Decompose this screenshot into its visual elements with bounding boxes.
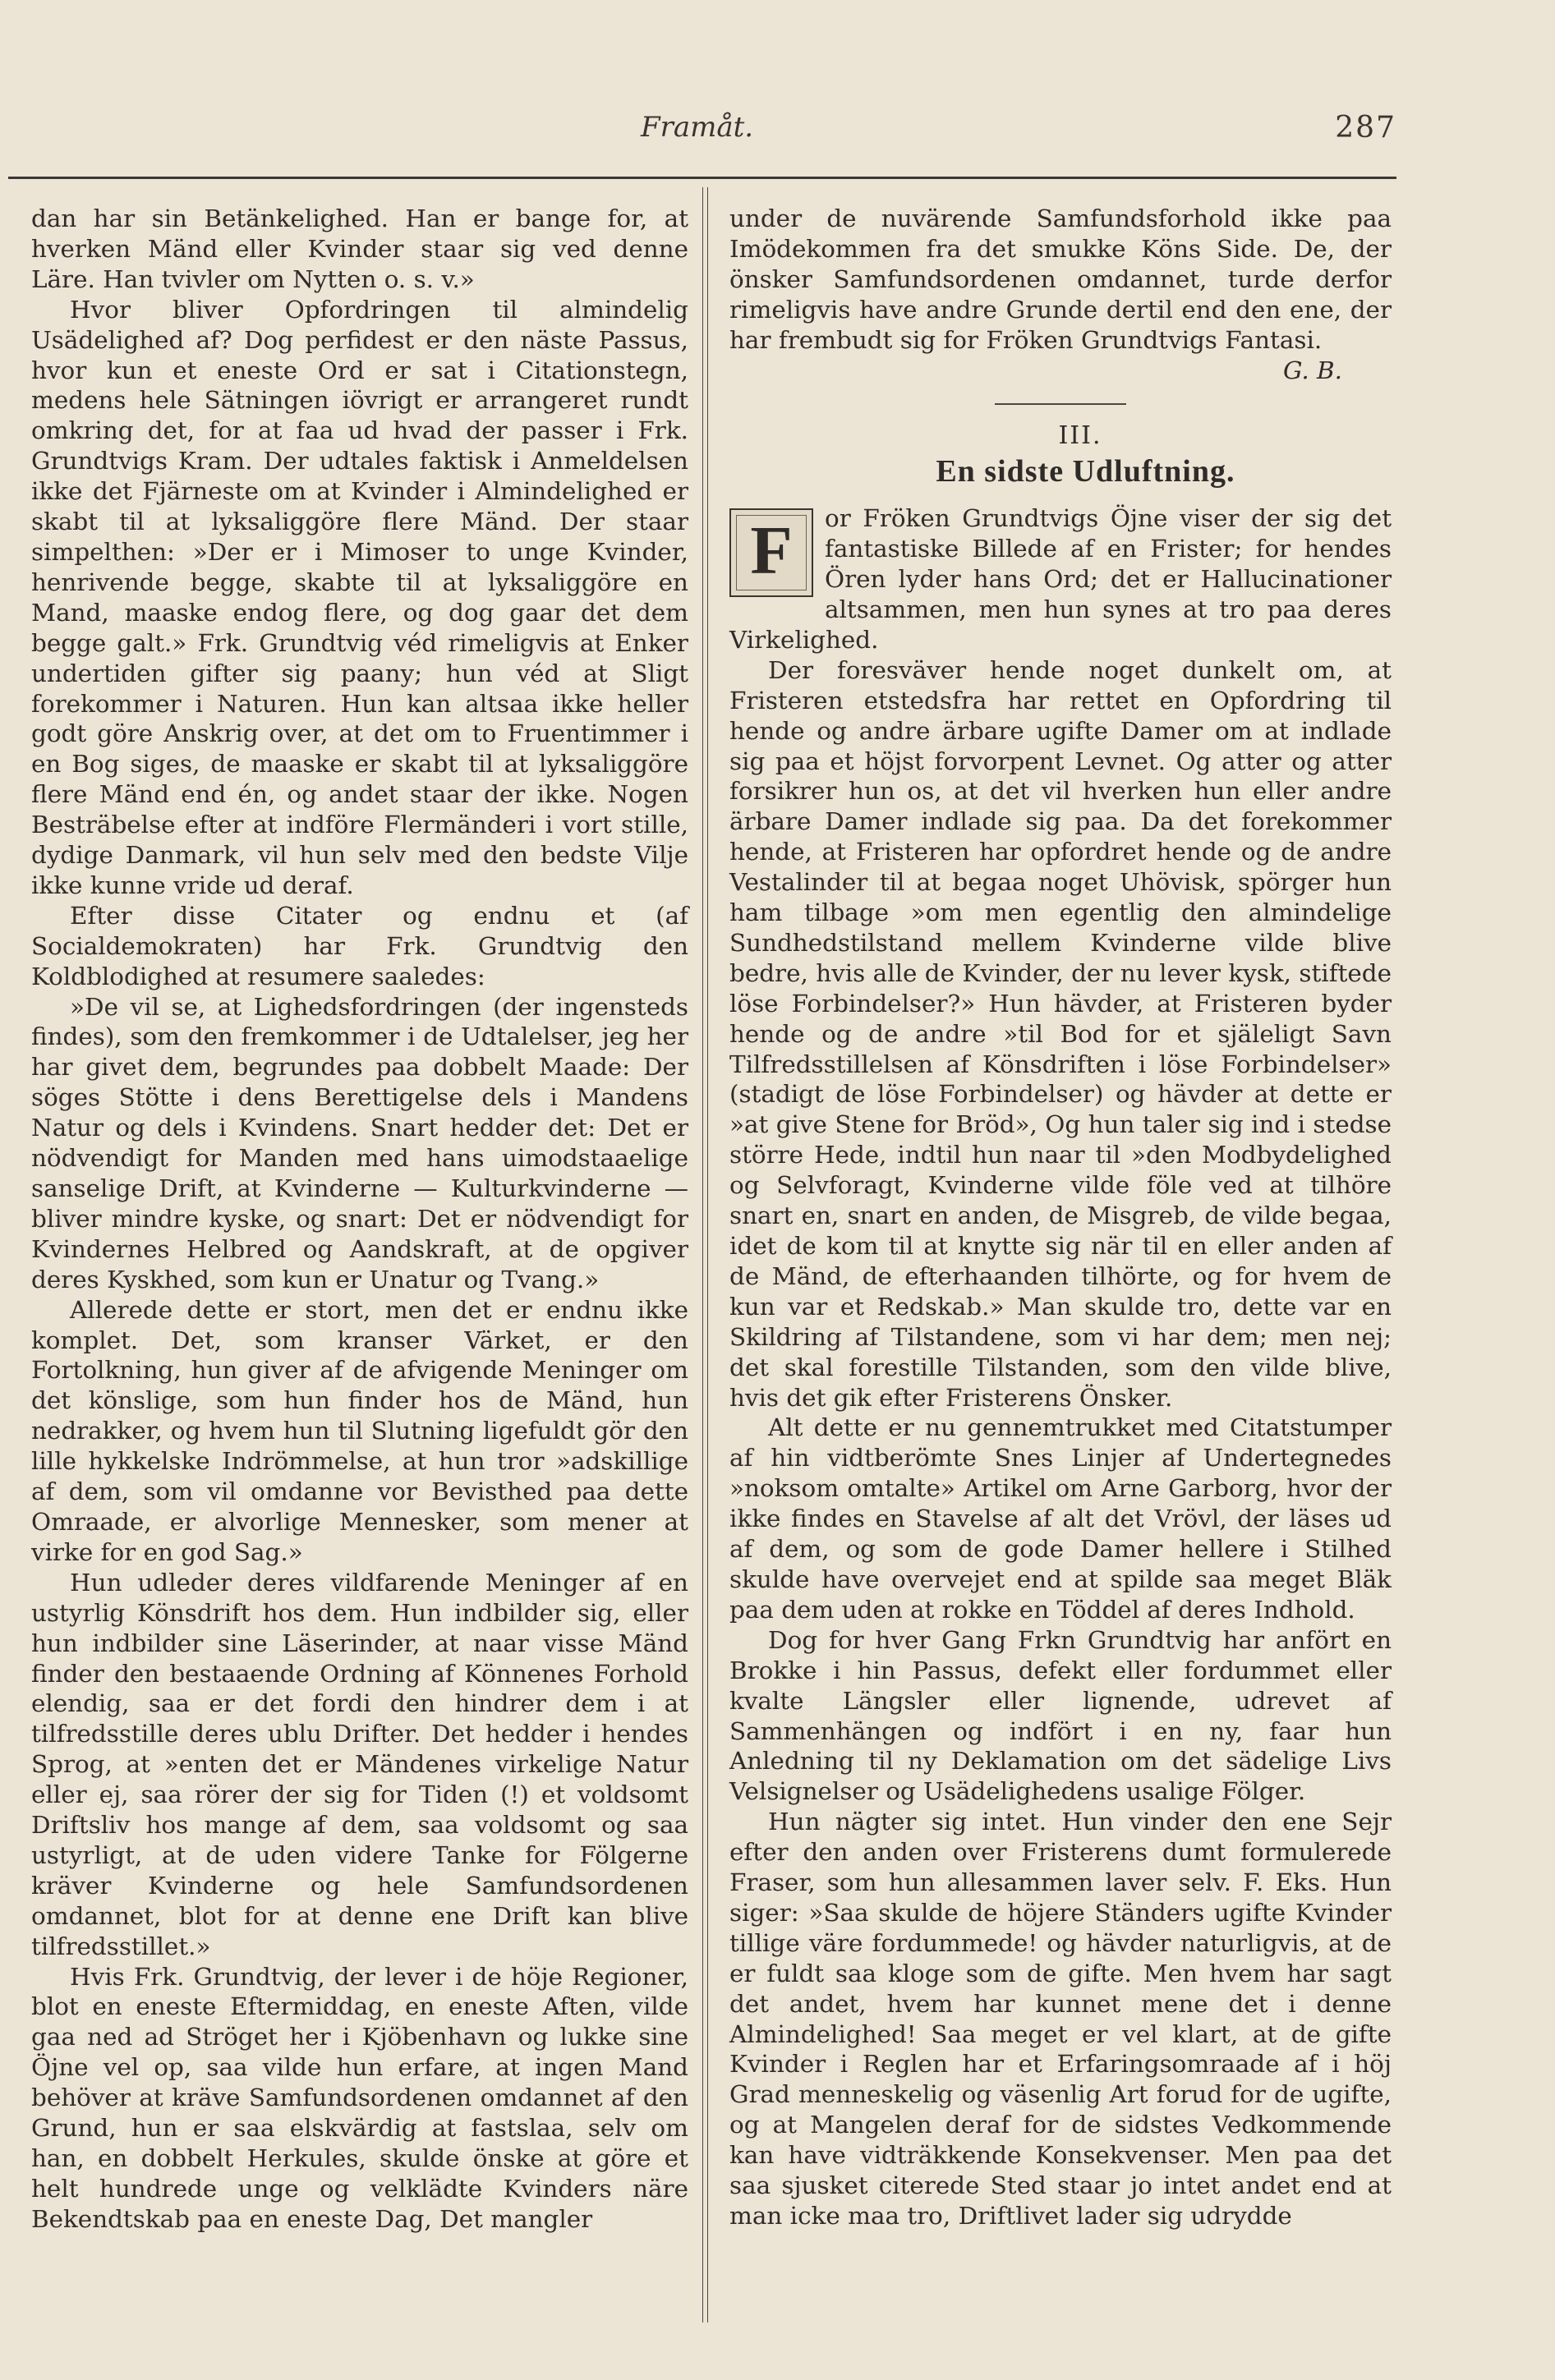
paragraph: Efter disse Citater og endnu et (af Socialdemokraten) har Frk. Grundtvig den Koldblodighed at resumere saaledes: [31, 901, 688, 990]
right-column [729, 204, 1392, 2231]
running-title: Framåt. [641, 111, 754, 144]
paragraph: Hun nägter sig intet. Hun vinder den ene Sejr efter den anden over Fristerens dumt formulerede Fraser, som hun allesammen laver selv. F. Eks. Hun siger: »Saa skulde de höjere Ständers ugifte Kvinder tillige väre fordummede! og hävder naturligvis, at de er fuldt saa kloge som de gifte. Men hvem har sagt det andet, hvem har kunnet mene det i denne Almindelighed! Saa meget er vel klart, at de gifte Kvinder i Reglen har et Erfaringsomraade af i höj Grad menneskelig og väsenlig Art forud for de ugifte, og at Mangelen deraf for de sidstes Vedkommende kan have vidträkkende Konsekvenser. Men paa det saa sjusket citerede Sted staar jo intet andet end at man icke maa tro, Driftlivet lader sig udrydde [729, 1808, 1392, 2230]
paragraph: Hun udleder deres vildfarende Meninger af en ustyrlig Könsdrift hos dem. Hun indbilder sig, eller hun indbilder sine Läserinder, at naar visse Mänd finder den bestaaende Ordning af Könnenes Forhold elendig, saa er det fordi den hindrer dem i at tilfredsstille deres ublu Drifter. Det hedder i hendes Sprog, at »enten det er Mändenes virkelige Natur eller ej, saa rörer der sig for Tiden (!) et voldsomt Driftsliv hos mange af dem, saa voldsomt og saa ustyrligt, at de uden videre Tanke for Fölgerne kräver Kvinderne og hele Samfundsordenen omdannet, blot for at denne ene Drift kan blive tilfredsstillet.» [31, 1568, 688, 1960]
section-separator [995, 403, 1126, 405]
section-title: En sidste Udluftning. [936, 454, 1235, 489]
paragraph: Hvis Frk. Grundtvig, der lever i de höje Regioner, blot en eneste Eftermiddag, en eneste Aften, vilde gaa ned ad Ströget her i Kjöbenhavn og lukke sine Öjne vel op, saa vilde hun erfare, at ingen Mand behöver at kräve Samfundsordenen omdannet af den Grund, hun er saa elskvärdig at fastslaa, selv om han, en dobbelt Herkules, skulde önske at göre et helt hundrede unge og velklädte Kvinders näre Bekendtskab paa en eneste Dag, Det mangler [31, 1962, 688, 2233]
section-number: III. [1058, 421, 1102, 451]
header-rule [8, 177, 1396, 179]
paragraph: Der foresväver hende noget dunkelt om, at Fristeren etstedsfra har rettet en Opfordring til hende og andre ärbare ugifte Damer om at indlade sig paa et höjst forvorpent Levnet. Og atter og atter forsikrer hun os, at det vil hverken hun eller andre ärbare Damer indlade sig paa. Da det forekommer hende, at Fristeren har opfordret hende og de andre Vestalinder til at begaa noget Uhövisk, spörger hun ham tilbage »om men egentlig den almindelige Sundhedstilstand mellem Kvinderne vilde blive bedre, hvis alle de Kvinder, der nu lever kysk, stiftede löse Forbindelser?» Hun hävder, at Fristeren byder hende og de andre »til Bod for et själeligt Savn Tilfredsstillelsen af Könsdriften i löse Forbindelser» (stadigt de löse Forbindelser) og hävder at dette er »at give Stene for Bröd», Og hun taler sig ind i stedse större Hede, indtil hun naar til »den Modbydelighed og Selvforagt, Kvinderne vilde föle ved at tilhöre snart en, snart en anden, de Misgreb, de vilde begaa, idet de kom til at knytte sig när til en eller anden af de Mänd, de efterhaanden tilhörte, og for hvem de kun var et Redskab.» Man skulde tro, dette var en Skildring af Tilstandene, som vi har dem; men nej; det skal forestille Tilstanden, som den vilde blive, hvis det gik efter Fristerens Önsker. [729, 655, 1392, 1412]
author-signature: G. B. [1282, 356, 1342, 384]
paragraph [729, 503, 1392, 655]
paragraph: Dog for hver Gang Frkn Grundtvig har anfört en Brokke i hin Passus, defekt eller fordummet eller kvalte Längsler eller lignende, udrevet af Sammenhängen og indfört i en ny, faar hun Anledning til ny Deklamation om det sädelige Livs Velsignelser og Usädelighedens usalige Fölger. [729, 1625, 1392, 1806]
left-column [31, 204, 688, 2235]
paragraph: Hvor bliver Opfordringen til almindelig Usädelighed af? Dog perfidest er den näste Passus, hvor kun et eneste Ord er sat i Citationstegn, medens hele Sätningen iövrigt er arrangeret rundt omkring det, for at faa ud hvad der passer i Frk. Grundtvigs Kram. Der udtales faktisk i Anmeldelsen ikke det Fjärneste om at Kvinder i Almindelighed er skabt til at lyksaliggöre flere Mänd. Der staar simpelthen: »Der er i Mimoser to unge Kvinder, henrivende begge, skabte til at lyksaliggöre en Mand, maaske endog flere, og dog gaar det dem begge galt.» Frk. Grundtvig véd rimeligvis at Enker undertiden gifter sig paany; hun véd at Sligt forekommer i Naturen. Hun kan altsaa ikke heller godt göre Anskrig over, at det om to Fruentimmer i en Bog siges, de maaske er skabt til at lyksaliggöre flere Mänd end én, og andet staar der ikke. Nogen Besträbelse efter at indföre Flermänderi i vort stille, dydige Danmark, vil hun selv med den bedste Vilje ikke kunne vride ud deraf. [31, 295, 688, 899]
paragraph: under de nuvärende Samfundsforhold ikke paa Imödekommen fra det smukke Köns Side. De, der önsker Samfundsordenen omdannet, turde derfor rimeligvis have andre Grunde dertil end den ene, der har frembudt sig for Fröken Grundtvigs Fantasi. [729, 204, 1392, 354]
column-divider [702, 187, 708, 2323]
paragraph: Allerede dette er stort, men det er endnu ikke komplet. Det, som kranser Värket, er den Fortolkning, hun giver af de afvigende Meninger om det könslige, som hun finder hos de Mänd, hun nedrakker, og hvem hun til Slutning ligefuldt gör den lille hykkelske Indrömmelse, at hun tror »adskillige af dem, som vil omdanne vor Bevisthed paa dette Omraade, er alvorlige Mennesker, som mener at virke for en god Sag.» [31, 1295, 688, 1566]
paragraph: Alt dette er nu gennemtrukket med Citatstumper af hin vidtberömte Snes Linjer af Undertegnedes »noksom omtalte» Artikel om Arne Garborg, hvor der ikke findes en Stavelse af alt det Vrövl, der läses ud af dem, og som de gode Damer hellere i Stilhed skulde have overvejet end at spilde saa meget Bläk paa dem uden at rokke en Töddel af deres Indhold. [729, 1413, 1392, 1624]
dropcap-paragraph-text: or Fröken Grundtvigs Öjne viser der sig det fantastiske Billede af en Frister; for hendes Ören lyder hans Ord; det er Hallucinationer altsammen, men hun synes at tro paa deres Virkelighed. [729, 504, 1392, 654]
paragraph: dan har sin Betänkelighed. Han er bange for, at hverken Mänd eller Kvinder staar sig ved denne Läre. Han tvivler om Nytten o. s. v.» [31, 204, 688, 293]
dropcap-initial: F [729, 508, 813, 597]
page-number: 287 [1335, 111, 1396, 145]
paragraph: »De vil se, at Lighedsfordringen (der ingensteds findes), som den fremkommer i de Udtalelser, jeg her har givet dem, begrundes paa dobbelt Maade: Der söges Stötte i dens Berettigelse dels i Mandens Natur og dels i Kvindens. Snart hedder det: Det er nödvendigt for Manden med hans uimodstaaelige sanselige Drift, at Kvinderne — Kulturkvinderne — bliver mindre kyske, og snart: Det er nödvendigt for Kvindernes Helbred og Aandskraft, at de opgiver deres Kyskhed, som kun er Unatur og Tvang.» [31, 992, 688, 1293]
page-header [33, 111, 1396, 152]
